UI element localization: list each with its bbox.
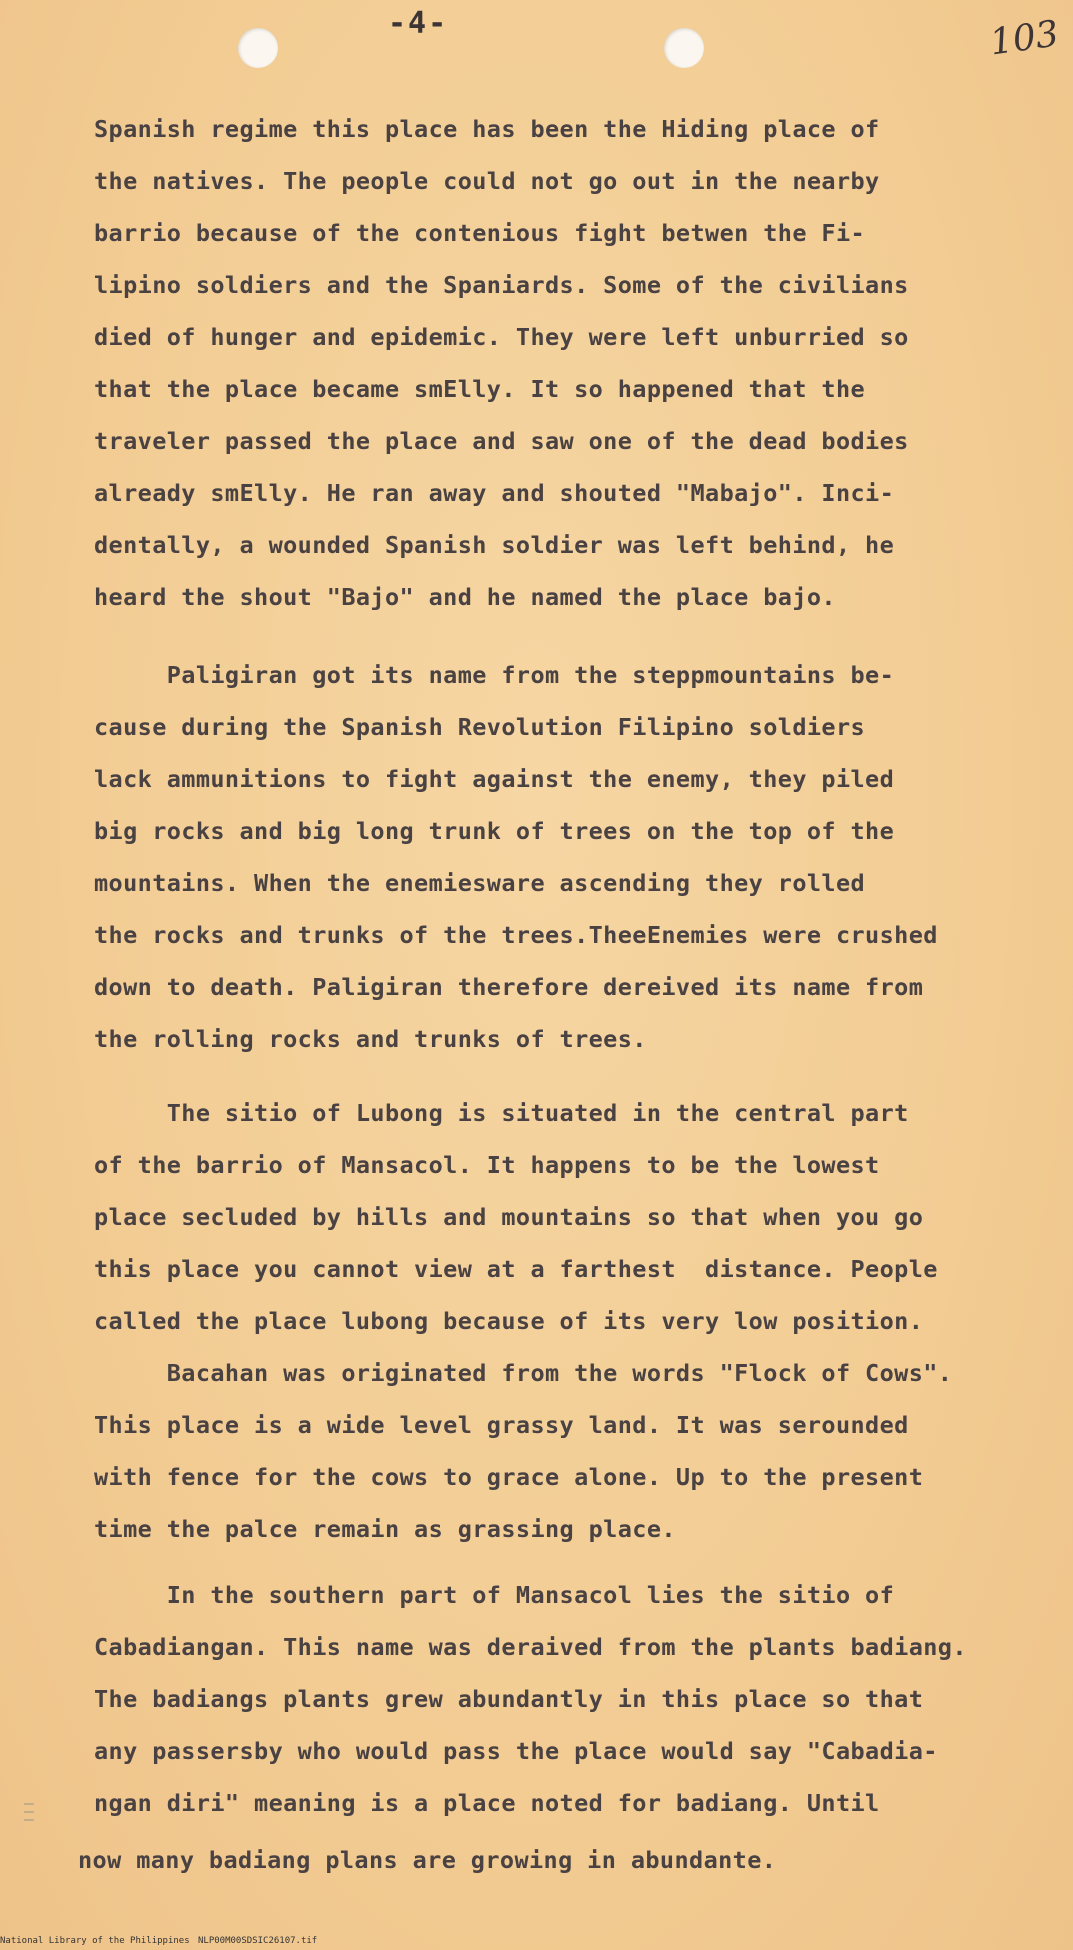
text-line: Paligiran got its name from the steppmountains be- xyxy=(94,661,895,689)
text-line: of the barrio of Mansacol. It happens to be the lowest xyxy=(94,1151,880,1179)
text-line: now many badiang plans are growing in abundante. xyxy=(78,1846,777,1874)
text-line: big rocks and big long trunk of trees on the top of the xyxy=(94,817,895,845)
text-line: lipino soldiers and the Spaniards. Some of the civilians xyxy=(94,271,909,299)
footer-source: National Library of the Philippines xyxy=(0,1936,190,1946)
text-line: Spanish regime this place has been the Hiding place of xyxy=(94,115,880,143)
handwritten-folio-number: 103 xyxy=(987,13,1062,64)
text-line: called the place lubong because of its very low position. xyxy=(94,1307,924,1335)
text-line: cause during the Spanish Revolution Filipino soldiers xyxy=(94,713,866,741)
text-line: dentally, a wounded Spanish soldier was left behind, he xyxy=(94,531,895,559)
text-line: the rocks and trunks of the trees.TheeEnemies were crushed xyxy=(94,921,938,949)
text-line: This place is a wide level grassy land. It was serounded xyxy=(94,1411,909,1439)
text-line: In the southern part of Mansacol lies the sitio of xyxy=(94,1581,895,1609)
text-line: Cabadiangan. This name was deraived from the plants badiang. xyxy=(94,1633,967,1661)
text-line: down to death. Paligiran therefore dereived its name from xyxy=(94,973,924,1001)
text-line: The sitio of Lubong is situated in the central part xyxy=(94,1099,909,1127)
text-line: ngan diri" meaning is a place noted for badiang. Until xyxy=(94,1789,880,1817)
text-line: the rolling rocks and trunks of trees. xyxy=(94,1025,647,1053)
margin-mark xyxy=(22,1798,36,1828)
text-line: any passersby who would pass the place would say "Cabadia- xyxy=(94,1737,938,1765)
text-line: time the palce remain as grassing place. xyxy=(94,1515,676,1543)
text-line: heard the shout "Bajo" and he named the place bajo. xyxy=(94,583,836,611)
text-line: this place you cannot view at a farthest distance. People xyxy=(94,1255,938,1283)
text-line: with fence for the cows to grace alone. Up to the present xyxy=(94,1463,924,1491)
footer-filename: NLP00M00SDSIC26107.tif xyxy=(198,1936,318,1946)
punch-hole-right xyxy=(664,28,704,68)
punch-hole-left xyxy=(238,28,278,68)
text-line: The badiangs plants grew abundantly in this place so that xyxy=(94,1685,924,1713)
text-line: place secluded by hills and mountains so that when you go xyxy=(94,1203,924,1231)
text-line: died of hunger and epidemic. They were left unburried so xyxy=(94,323,909,351)
page-number: -4- xyxy=(388,6,449,41)
text-line: Bacahan was originated from the words "Flock of Cows". xyxy=(94,1359,953,1387)
text-line: already smElly. He ran away and shouted "Mabajo". Inci- xyxy=(94,479,895,507)
text-line: barrio because of the contenious fight betwen the Fi- xyxy=(94,219,866,247)
text-line: mountains. When the enemiesware ascending they rolled xyxy=(94,869,866,897)
text-line: the natives. The people could not go out in the nearby xyxy=(94,167,880,195)
text-line: that the place became smElly. It so happened that the xyxy=(94,375,866,403)
text-line: lack ammunitions to fight against the enemy, they piled xyxy=(94,765,895,793)
text-line: traveler passed the place and saw one of the dead bodies xyxy=(94,427,909,455)
